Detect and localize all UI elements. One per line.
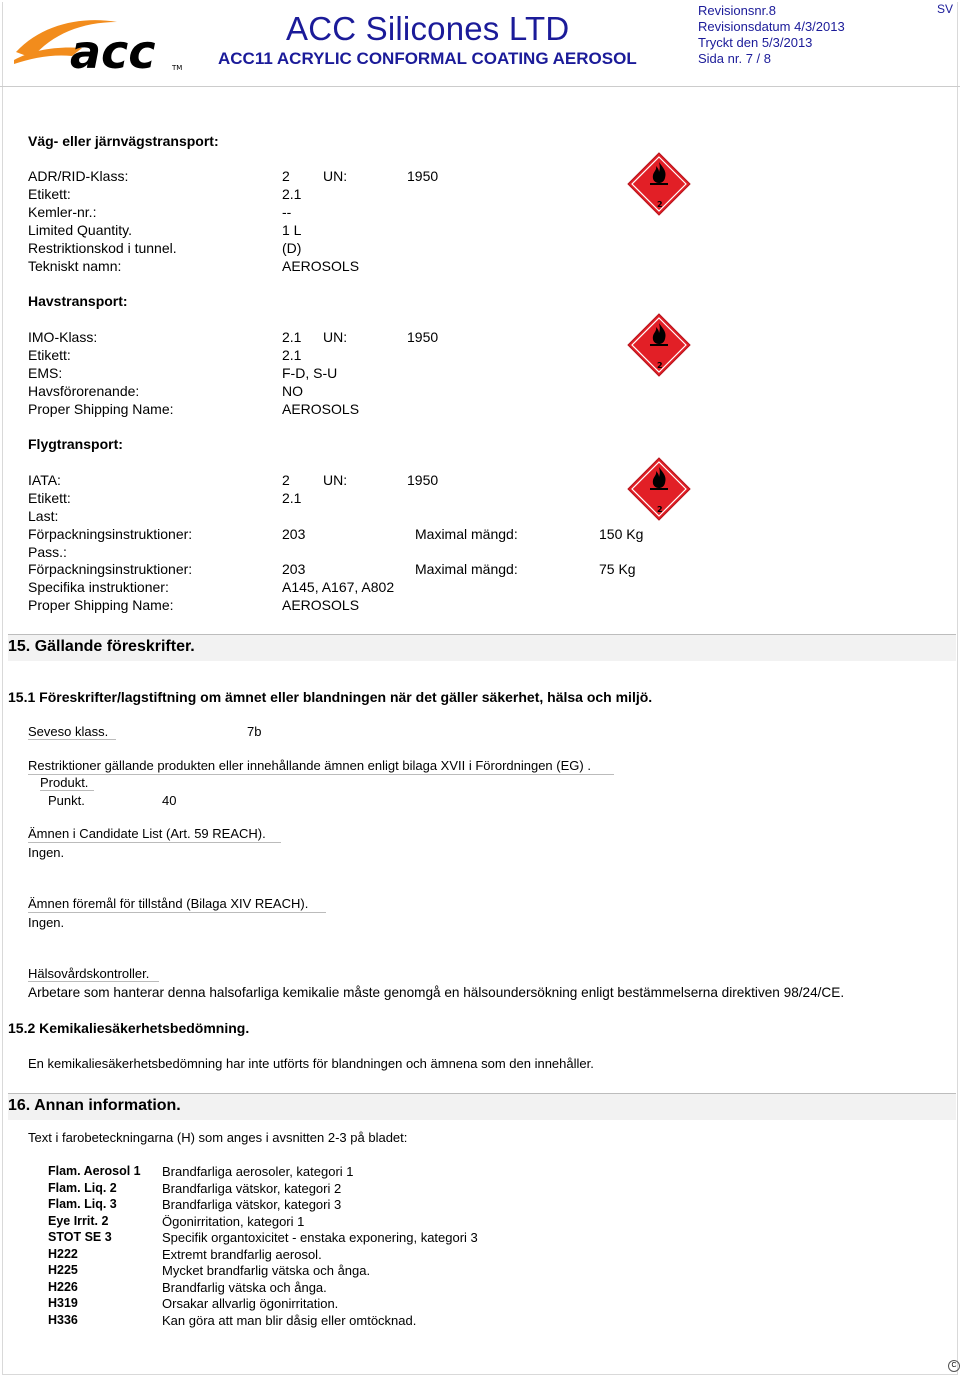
h-statements-intro: Text i farobeteckningarna (H) som anges i avsnitten 2-3 på bladet: bbox=[28, 1130, 408, 1145]
hazard-text: Orsakar allvarlig ögonirritation. bbox=[162, 1296, 339, 1311]
road-value: 1 L bbox=[282, 222, 302, 238]
page-number: Sida nr. 7 / 8 bbox=[698, 51, 771, 66]
sea-title: Havstransport: bbox=[28, 293, 128, 309]
air-psn-value: AEROSOLS bbox=[282, 597, 360, 613]
punkt-value: 40 bbox=[162, 793, 177, 808]
authorisation-value: Ingen. bbox=[28, 915, 65, 930]
pass-pack-value: 203 bbox=[282, 561, 306, 577]
air-title: Flygtransport: bbox=[28, 436, 123, 452]
cargo-max-value: 150 Kg bbox=[599, 526, 644, 542]
hazard-text: Mycket brandfarlig vätska och ånga. bbox=[162, 1263, 371, 1278]
produkt-label: Produkt. bbox=[40, 775, 89, 790]
sea-label: Proper Shipping Name: bbox=[28, 401, 174, 417]
cargo-label: Last: bbox=[28, 508, 59, 524]
seveso-value: 7b bbox=[247, 724, 262, 739]
section-16-title: 16. Annan information. bbox=[8, 1097, 181, 1114]
authorisation-underline bbox=[28, 912, 326, 913]
hazard-code: H222 bbox=[48, 1247, 78, 1261]
section-15-1-title: 15.1 Föreskrifter/lagstiftning om ämnet eller blandningen när det gäller säkerhet, hälsa och miljö. bbox=[8, 689, 653, 705]
sea-label: Havsförorenande: bbox=[28, 383, 140, 399]
un-label: UN: bbox=[323, 329, 348, 345]
revision-number: Revisionsnr.8 bbox=[698, 3, 777, 18]
sea-label: IMO-Klass: bbox=[28, 329, 98, 345]
sea-value: 2.1 bbox=[282, 329, 302, 345]
health-control-label: Hälsovårdskontroller. bbox=[28, 966, 150, 981]
candidate-list-label: Ämnen i Candidate List (Art. 59 REACH). bbox=[28, 826, 266, 841]
copyright-mark-icon: C bbox=[948, 1360, 960, 1372]
authorisation-label: Ämnen föremål för tillstånd (Bilaga XIV REACH). bbox=[28, 896, 309, 911]
flammable-gas-pictogram bbox=[627, 152, 691, 216]
un-label: UN: bbox=[323, 472, 348, 488]
road-title: Väg- eller järnvägstransport: bbox=[28, 133, 219, 149]
road-label: Tekniskt namn: bbox=[28, 258, 122, 274]
road-value: -- bbox=[282, 204, 292, 220]
iata-label: IATA: bbox=[28, 472, 61, 488]
special-instructions-value: A145, A167, A802 bbox=[282, 579, 395, 595]
sea-value: NO bbox=[282, 383, 303, 399]
cargo-pack-label: Förpackningsinstruktioner: bbox=[28, 526, 193, 542]
produkt-underline bbox=[40, 790, 94, 791]
cargo-max-label: Maximal mängd: bbox=[415, 526, 518, 542]
un-number: 1950 bbox=[407, 472, 439, 488]
logo-tm: TM bbox=[172, 64, 183, 72]
hazard-text: Ögonirritation, kategori 1 bbox=[162, 1214, 305, 1229]
hazard-text: Brandfarliga aerosoler, kategori 1 bbox=[162, 1164, 354, 1179]
hazard-text: Brandfarliga vätskor, kategori 2 bbox=[162, 1181, 342, 1196]
language-code: SV bbox=[937, 2, 954, 16]
air-psn-label: Proper Shipping Name: bbox=[28, 597, 174, 613]
un-number: 1950 bbox=[407, 168, 439, 184]
road-value: (D) bbox=[282, 240, 302, 256]
health-underline bbox=[28, 981, 159, 982]
company-name: ACC Silicones LTD bbox=[286, 10, 570, 47]
hazard-code: H225 bbox=[48, 1263, 78, 1277]
road-label: Limited Quantity. bbox=[28, 222, 133, 238]
sea-value: F-D, S-U bbox=[282, 365, 338, 381]
section-15-2-title: 15.2 Kemikaliesäkerhetsbedömning. bbox=[8, 1020, 250, 1036]
acc-logo bbox=[12, 12, 192, 74]
section-16-header bbox=[8, 1093, 956, 1120]
product-name: ACC11 ACRYLIC CONFORMAL COATING AEROSOL bbox=[218, 49, 637, 68]
road-label: Restriktionskod i tunnel. bbox=[28, 240, 177, 256]
iata-value: 2 bbox=[282, 472, 290, 488]
pass-max-label: Maximal mängd: bbox=[415, 561, 518, 577]
special-instructions-label: Specifika instruktioner: bbox=[28, 579, 169, 595]
road-value: 2 bbox=[282, 168, 290, 184]
header-divider bbox=[0, 86, 960, 87]
road-value: 2.1 bbox=[282, 186, 302, 202]
logo-text: acc bbox=[70, 25, 156, 74]
health-control-text: Arbetare som hanterar denna halsofarliga kemikalie måste genomgå en hälsoundersökning enligt bestämmelserna direktiven 98/24/CE. bbox=[28, 985, 845, 1000]
hazard-code: H319 bbox=[48, 1296, 78, 1310]
flammable-gas-pictogram bbox=[627, 313, 691, 377]
hazard-code: H336 bbox=[48, 1313, 78, 1327]
hazard-code: Flam. Liq. 2 bbox=[48, 1181, 117, 1195]
road-label: Etikett: bbox=[28, 186, 71, 202]
cargo-pack-value: 203 bbox=[282, 526, 306, 542]
road-label: Kemler-nr.: bbox=[28, 204, 97, 220]
air-etikett-label: Etikett: bbox=[28, 490, 71, 506]
pass-label: Pass.: bbox=[28, 544, 67, 560]
csa-text: En kemikaliesäkerhetsbedömning har inte utförts för blandningen och ämnena som den innehåller. bbox=[28, 1056, 594, 1071]
hazard-code: STOT SE 3 bbox=[48, 1230, 112, 1244]
un-number: 1950 bbox=[407, 329, 439, 345]
hazard-text: Extremt brandfarlig aerosol. bbox=[162, 1247, 322, 1262]
candidate-underline bbox=[28, 842, 281, 843]
sea-label: EMS: bbox=[28, 365, 63, 381]
restriction-underline bbox=[28, 774, 614, 775]
candidate-list-value: Ingen. bbox=[28, 845, 65, 860]
hazard-text: Specifik organtoxicitet - enstaka exponering, kategori 3 bbox=[162, 1230, 478, 1245]
pass-max-value: 75 Kg bbox=[599, 561, 636, 577]
class-number: 2 bbox=[657, 200, 663, 209]
flammable-gas-pictogram bbox=[627, 457, 691, 521]
un-label: UN: bbox=[323, 168, 348, 184]
punkt-label: Punkt. bbox=[48, 793, 85, 808]
hazard-text: Brandfarliga vätskor, kategori 3 bbox=[162, 1197, 342, 1212]
hazard-code: Flam. Liq. 3 bbox=[48, 1197, 117, 1211]
sea-value: AEROSOLS bbox=[282, 401, 360, 417]
hazard-code: H226 bbox=[48, 1280, 78, 1294]
section-15-header bbox=[8, 634, 956, 661]
seveso-underline bbox=[28, 739, 116, 740]
hazard-text: Brandfarlig vätska och ånga. bbox=[162, 1280, 327, 1295]
sea-value: 2.1 bbox=[282, 347, 302, 363]
class-number: 2 bbox=[657, 505, 663, 514]
hazard-code: Flam. Aerosol 1 bbox=[48, 1164, 141, 1178]
road-label: ADR/RID-Klass: bbox=[28, 168, 129, 184]
print-date: Tryckt den 5/3/2013 bbox=[698, 35, 813, 50]
hazard-code: Eye Irrit. 2 bbox=[48, 1214, 109, 1228]
section-15-title: 15. Gällande föreskrifter. bbox=[8, 638, 195, 655]
sea-label: Etikett: bbox=[28, 347, 71, 363]
seveso-label: Seveso klass. bbox=[28, 724, 109, 739]
hazard-text: Kan göra att man blir dåsig eller omtöcknad. bbox=[162, 1313, 417, 1328]
pass-pack-label: Förpackningsinstruktioner: bbox=[28, 561, 193, 577]
road-value: AEROSOLS bbox=[282, 258, 360, 274]
air-etikett-value: 2.1 bbox=[282, 490, 302, 506]
restriction-label: Restriktioner gällande produkten eller innehållande ämnen enligt bilaga XVII i Förordningen (EG) . bbox=[28, 758, 591, 773]
class-number: 2 bbox=[657, 361, 663, 370]
revision-date: Revisionsdatum 4/3/2013 bbox=[698, 19, 845, 34]
